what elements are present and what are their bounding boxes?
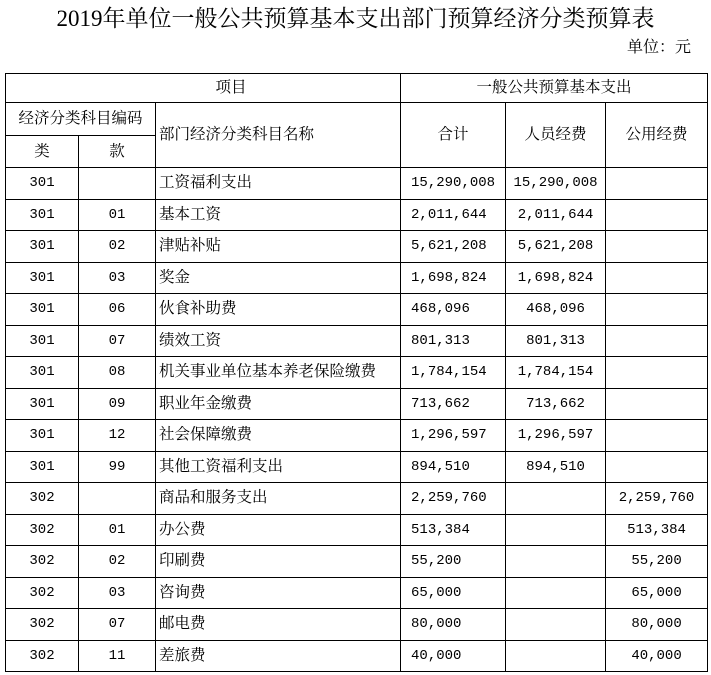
total-cell: 713,662 bbox=[401, 388, 506, 420]
public-expense-cell: 40,000 bbox=[606, 640, 708, 672]
total-cell: 2,259,760 bbox=[401, 483, 506, 515]
category-code-cell: 301 bbox=[6, 325, 79, 357]
personnel-cell: 468,096 bbox=[506, 294, 606, 326]
item-name-cell: 津贴补贴 bbox=[156, 231, 401, 263]
table-row bbox=[6, 609, 708, 641]
public-expense-cell bbox=[606, 168, 708, 200]
header-category: 类 bbox=[6, 136, 79, 168]
item-name-cell: 社会保障缴费 bbox=[156, 420, 401, 452]
category-code-cell: 301 bbox=[6, 262, 79, 294]
table-row bbox=[6, 262, 708, 294]
category-code-cell: 301 bbox=[6, 199, 79, 231]
item-code-cell bbox=[79, 168, 156, 200]
personnel-cell bbox=[506, 546, 606, 578]
category-code-cell: 301 bbox=[6, 231, 79, 263]
header-row bbox=[6, 103, 708, 136]
public-expense-cell: 2,259,760 bbox=[606, 483, 708, 515]
total-cell: 1,296,597 bbox=[401, 420, 506, 452]
item-code-cell: 12 bbox=[79, 420, 156, 452]
personnel-cell bbox=[506, 483, 606, 515]
item-name-cell: 邮电费 bbox=[156, 609, 401, 641]
public-expense-cell bbox=[606, 262, 708, 294]
item-code-cell bbox=[79, 483, 156, 515]
total-cell: 801,313 bbox=[401, 325, 506, 357]
header-row bbox=[6, 74, 708, 103]
total-cell: 513,384 bbox=[401, 514, 506, 546]
page-title: 2019年单位一般公共预算基本支出部门预算经济分类预算表 bbox=[56, 6, 655, 31]
category-code-cell: 302 bbox=[6, 483, 79, 515]
category-code-cell: 302 bbox=[6, 514, 79, 546]
total-cell: 65,000 bbox=[401, 577, 506, 609]
category-code-cell: 301 bbox=[6, 168, 79, 200]
public-expense-cell bbox=[606, 231, 708, 263]
table-row bbox=[6, 483, 708, 515]
header-code-group: 经济分类科目编码 bbox=[6, 103, 156, 136]
category-code-cell: 301 bbox=[6, 451, 79, 483]
total-cell: 15,290,008 bbox=[401, 168, 506, 200]
item-code-cell: 99 bbox=[79, 451, 156, 483]
item-name-cell: 奖金 bbox=[156, 262, 401, 294]
category-code-cell: 302 bbox=[6, 577, 79, 609]
unit-label: 单位：元 bbox=[626, 39, 691, 56]
table-row bbox=[6, 357, 708, 389]
category-code-cell: 301 bbox=[6, 420, 79, 452]
item-code-cell: 02 bbox=[79, 231, 156, 263]
personnel-cell: 894,510 bbox=[506, 451, 606, 483]
item-code-cell: 07 bbox=[79, 609, 156, 641]
item-name-cell: 机关事业单位基本养老保险缴费 bbox=[156, 357, 401, 389]
item-name-cell: 商品和服务支出 bbox=[156, 483, 401, 515]
table-row bbox=[6, 168, 708, 200]
item-code-cell: 03 bbox=[79, 262, 156, 294]
item-name-cell: 绩效工资 bbox=[156, 325, 401, 357]
personnel-cell: 2,011,644 bbox=[506, 199, 606, 231]
total-cell: 80,000 bbox=[401, 609, 506, 641]
header-project: 项目 bbox=[6, 74, 401, 103]
table-row bbox=[6, 577, 708, 609]
personnel-cell: 1,296,597 bbox=[506, 420, 606, 452]
header-general-budget: 一般公共预算基本支出 bbox=[401, 74, 708, 103]
personnel-cell bbox=[506, 514, 606, 546]
personnel-cell bbox=[506, 577, 606, 609]
item-name-cell: 差旅费 bbox=[156, 640, 401, 672]
item-code-cell: 06 bbox=[79, 294, 156, 326]
personnel-cell: 1,698,824 bbox=[506, 262, 606, 294]
personnel-cell: 15,290,008 bbox=[506, 168, 606, 200]
public-expense-cell: 55,200 bbox=[606, 546, 708, 578]
category-code-cell: 302 bbox=[6, 546, 79, 578]
item-code-cell: 07 bbox=[79, 325, 156, 357]
item-code-cell: 09 bbox=[79, 388, 156, 420]
personnel-cell: 5,621,208 bbox=[506, 231, 606, 263]
header-item-name: 部门经济分类科目名称 bbox=[156, 103, 401, 168]
personnel-cell bbox=[506, 609, 606, 641]
total-cell: 1,784,154 bbox=[401, 357, 506, 389]
item-code-cell: 02 bbox=[79, 546, 156, 578]
item-name-cell: 工资福利支出 bbox=[156, 168, 401, 200]
item-code-cell: 11 bbox=[79, 640, 156, 672]
public-expense-cell: 513,384 bbox=[606, 514, 708, 546]
item-name-cell: 其他工资福利支出 bbox=[156, 451, 401, 483]
table-row bbox=[6, 546, 708, 578]
item-name-cell: 印刷费 bbox=[156, 546, 401, 578]
category-code-cell: 302 bbox=[6, 640, 79, 672]
category-code-cell: 301 bbox=[6, 294, 79, 326]
item-name-cell: 伙食补助费 bbox=[156, 294, 401, 326]
public-expense-cell bbox=[606, 420, 708, 452]
header-item: 款 bbox=[79, 136, 156, 168]
table-row bbox=[6, 388, 708, 420]
total-cell: 894,510 bbox=[401, 451, 506, 483]
total-cell: 5,621,208 bbox=[401, 231, 506, 263]
budget-table bbox=[5, 73, 708, 672]
public-expense-cell: 65,000 bbox=[606, 577, 708, 609]
item-name-cell: 基本工资 bbox=[156, 199, 401, 231]
total-cell: 2,011,644 bbox=[401, 199, 506, 231]
public-expense-cell bbox=[606, 325, 708, 357]
personnel-cell bbox=[506, 640, 606, 672]
item-code-cell: 01 bbox=[79, 199, 156, 231]
header-total: 合计 bbox=[401, 103, 506, 168]
public-expense-cell bbox=[606, 357, 708, 389]
table-row bbox=[6, 451, 708, 483]
total-cell: 40,000 bbox=[401, 640, 506, 672]
item-code-cell: 08 bbox=[79, 357, 156, 389]
item-code-cell: 03 bbox=[79, 577, 156, 609]
public-expense-cell: 80,000 bbox=[606, 609, 708, 641]
table-row bbox=[6, 199, 708, 231]
public-expense-cell bbox=[606, 451, 708, 483]
total-cell: 468,096 bbox=[401, 294, 506, 326]
table-row bbox=[6, 231, 708, 263]
public-expense-cell bbox=[606, 294, 708, 326]
category-code-cell: 301 bbox=[6, 357, 79, 389]
personnel-cell: 1,784,154 bbox=[506, 357, 606, 389]
total-cell: 1,698,824 bbox=[401, 262, 506, 294]
table-row bbox=[6, 514, 708, 546]
table-row bbox=[6, 640, 708, 672]
header-public-expense: 公用经费 bbox=[606, 103, 708, 168]
item-name-cell: 办公费 bbox=[156, 514, 401, 546]
total-cell: 55,200 bbox=[401, 546, 506, 578]
item-code-cell: 01 bbox=[79, 514, 156, 546]
category-code-cell: 301 bbox=[6, 388, 79, 420]
table-row bbox=[6, 294, 708, 326]
header-personnel: 人员经费 bbox=[506, 103, 606, 168]
personnel-cell: 801,313 bbox=[506, 325, 606, 357]
item-name-cell: 咨询费 bbox=[156, 577, 401, 609]
table-row bbox=[6, 420, 708, 452]
public-expense-cell bbox=[606, 388, 708, 420]
personnel-cell: 713,662 bbox=[506, 388, 606, 420]
table-row bbox=[6, 325, 708, 357]
public-expense-cell bbox=[606, 199, 708, 231]
category-code-cell: 302 bbox=[6, 609, 79, 641]
item-name-cell: 职业年金缴费 bbox=[156, 388, 401, 420]
